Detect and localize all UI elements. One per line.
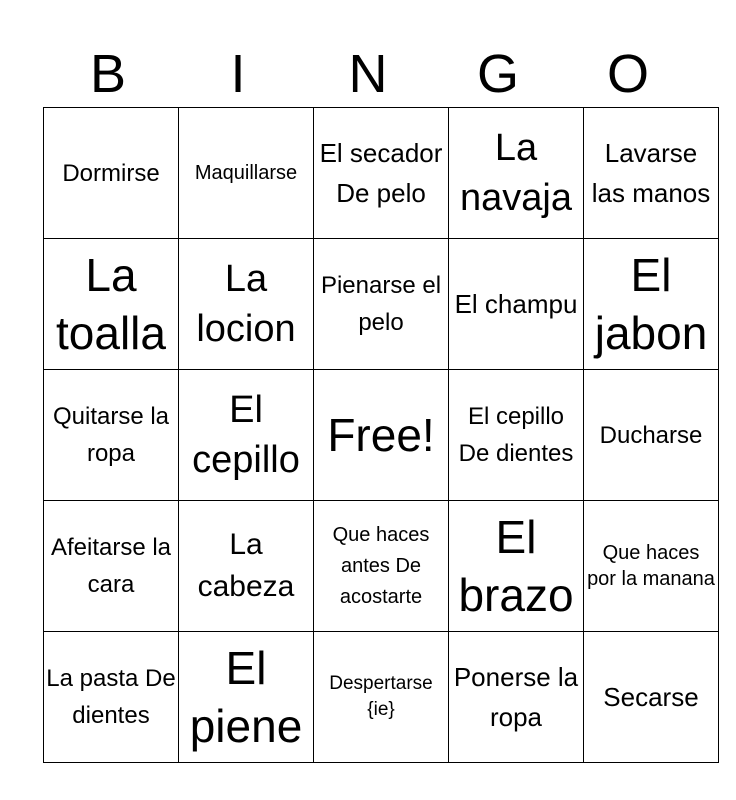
bingo-cell[interactable] <box>179 632 314 763</box>
bingo-cell[interactable] <box>179 108 314 239</box>
header-letter-i: I <box>230 44 246 104</box>
grid-row <box>44 632 719 763</box>
cell-text: Dormirse <box>62 159 160 187</box>
header-letter-o: O <box>606 44 649 104</box>
bingo-cell[interactable] <box>584 239 719 370</box>
cell-text: El champu <box>454 289 578 319</box>
cell-text: Despertarse {ie} <box>329 673 433 720</box>
cell-text: El cepillo De dientes <box>458 403 574 467</box>
cell-text: Que haces por la manana <box>587 542 715 590</box>
cell-text: Secarse <box>603 682 699 712</box>
bingo-cell[interactable] <box>449 108 584 239</box>
cell-text: Ducharse <box>599 421 703 449</box>
header-letter-n: N <box>348 44 388 104</box>
cell-text: Ponerse la ropa <box>453 662 579 732</box>
bingo-cell[interactable] <box>179 370 314 501</box>
cell-text: La pasta De dientes <box>46 665 176 729</box>
bingo-cell[interactable] <box>44 501 179 632</box>
bingo-cell[interactable] <box>179 239 314 370</box>
bingo-cell[interactable] <box>314 108 449 239</box>
bingo-cell[interactable] <box>44 108 179 239</box>
cell-text: El cepillo <box>192 389 300 481</box>
cell-text: La navaja <box>460 127 572 219</box>
header-letter-b: B <box>89 44 127 104</box>
cell-text: Afeitarse la cara <box>50 534 172 598</box>
bingo-grid <box>43 107 719 763</box>
bingo-cell[interactable] <box>314 501 449 632</box>
free-space-text: Free! <box>327 409 435 461</box>
grid-row <box>44 239 719 370</box>
cell-text: El piene <box>189 642 303 752</box>
bingo-cell[interactable] <box>314 632 449 763</box>
grid-row <box>44 108 719 239</box>
cell-text: Pienarse el pelo <box>320 272 442 336</box>
bingo-cell[interactable] <box>179 501 314 632</box>
bingo-cell[interactable] <box>584 501 719 632</box>
bingo-cell[interactable] <box>449 632 584 763</box>
bingo-cell[interactable] <box>449 501 584 632</box>
bingo-header <box>43 40 693 108</box>
bingo-cell[interactable] <box>584 108 719 239</box>
bingo-cell[interactable] <box>584 632 719 763</box>
bingo-cell[interactable] <box>44 239 179 370</box>
cell-text: La cabeza <box>197 528 295 603</box>
bingo-cell[interactable] <box>449 239 584 370</box>
cell-text: Maquillarse <box>194 161 298 184</box>
bingo-cell[interactable] <box>449 370 584 501</box>
free-space-cell[interactable] <box>314 370 449 501</box>
cell-text: El jabon <box>594 249 708 359</box>
cell-text: Que haces antes De acostarte <box>332 523 430 608</box>
cell-text: El secador De pelo <box>319 138 443 208</box>
grid-row <box>44 501 719 632</box>
cell-text: Lavarse las manos <box>591 138 711 208</box>
bingo-cell[interactable] <box>314 239 449 370</box>
bingo-cell[interactable] <box>584 370 719 501</box>
bingo-cell[interactable] <box>44 370 179 501</box>
cell-text: El brazo <box>458 511 574 621</box>
grid-row <box>44 370 719 501</box>
bingo-cell[interactable] <box>44 632 179 763</box>
cell-text: La toalla <box>56 249 166 359</box>
cell-text: Quitarse la ropa <box>52 403 170 467</box>
header-letter-g: G <box>476 44 519 104</box>
cell-text: La locion <box>196 258 296 350</box>
